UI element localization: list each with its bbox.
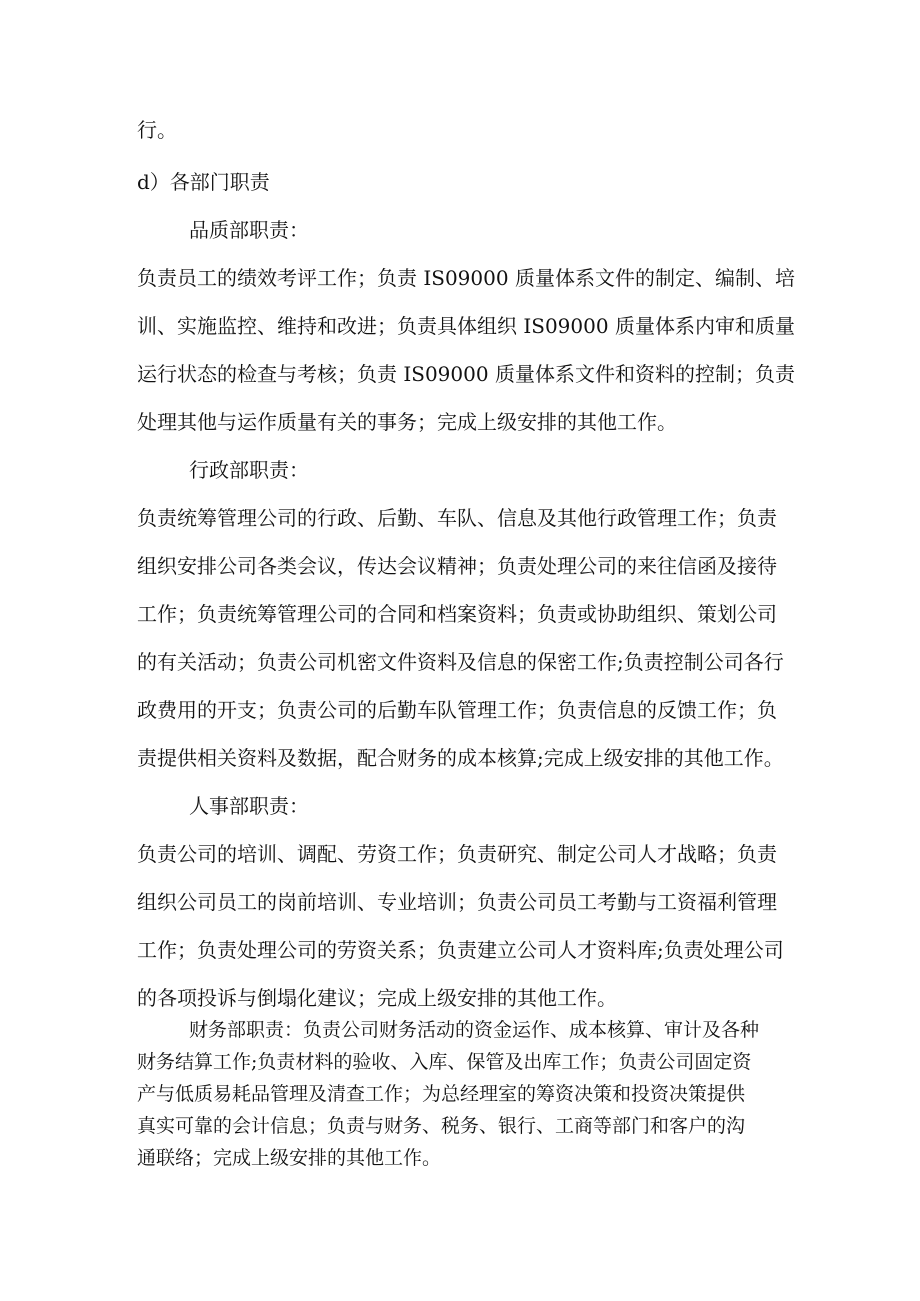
admin-dept-title: 行政部职责： — [189, 458, 309, 482]
finance-paragraph-line: 产与低质易耗品管理及清查工作；为总经理室的筹资决策和投资决策提供 — [137, 1083, 746, 1105]
paragraph-line: 处理其他与运作质量有关的事务；完成上级安排的其他工作。 — [137, 410, 677, 434]
paragraph-line: 工作；负责统筹管理公司的合同和档案资料；负责或协助组织、策划公司 — [137, 602, 777, 626]
paragraph-line: 负责员工的绩效考评工作；负责 IS09000 质量体系文件的制定、编制、培 — [137, 266, 795, 290]
paragraph-line: 的有关活动；负责公司机密文件资料及信息的保密工作;负责控制公司各行 — [137, 650, 784, 674]
paragraph-line: 工作；负责处理公司的劳资关系；负责建立公司人才资料库;负责处理公司 — [137, 938, 784, 962]
finance-paragraph-line: 通联络；完成上级安排的其他工作。 — [137, 1147, 442, 1169]
paragraph-line: 责提供相关资料及数据，配合财务的成本核算;完成上级安排的其他工作。 — [137, 746, 784, 770]
paragraph-line: 组织安排公司各类会议，传达会议精神；负责处理公司的来往信函及接待 — [137, 554, 777, 578]
finance-paragraph-line: 真实可靠的会计信息；负责与财务、税务、银行、工商等部门和客户的沟 — [137, 1115, 746, 1137]
quality-dept-title: 品质部职责： — [189, 218, 309, 242]
finance-paragraph-line: 财务部职责：负责公司财务活动的资金运作、成本核算、审计及各种 — [189, 1019, 760, 1041]
hr-dept-title: 人事部职责： — [189, 794, 309, 818]
continuation-text: 行。 — [137, 118, 177, 142]
paragraph-line: 负责统筹管理公司的行政、后勤、车队、信息及其他行政管理工作；负责 — [137, 506, 777, 530]
section-heading: d）各部门职责 — [137, 170, 270, 194]
paragraph-line: 运行状态的检查与考核；负责 IS09000 质量体系文件和资料的控制；负责 — [137, 362, 795, 386]
paragraph-line: 负责公司的培训、调配、劳资工作；负责研究、制定公司人才战略；负责 — [137, 842, 777, 866]
paragraph-line: 政费用的开支；负责公司的后勤车队管理工作；负责信息的反馈工作；负 — [137, 698, 777, 722]
paragraph-line: 训、实施监控、维持和改进；负责具体组织 IS09000 质量体系内审和质量 — [137, 314, 795, 338]
paragraph-line: 组织公司员工的岗前培训、专业培训；负责公司员工考勤与工资福利管理 — [137, 890, 777, 914]
finance-paragraph-line: 财务结算工作;负责材料的验收、入库、保管及出库工作；负责公司固定资 — [137, 1051, 752, 1073]
paragraph-line: 的各项投诉与倒塌化建议；完成上级安排的其他工作。 — [137, 986, 617, 1010]
